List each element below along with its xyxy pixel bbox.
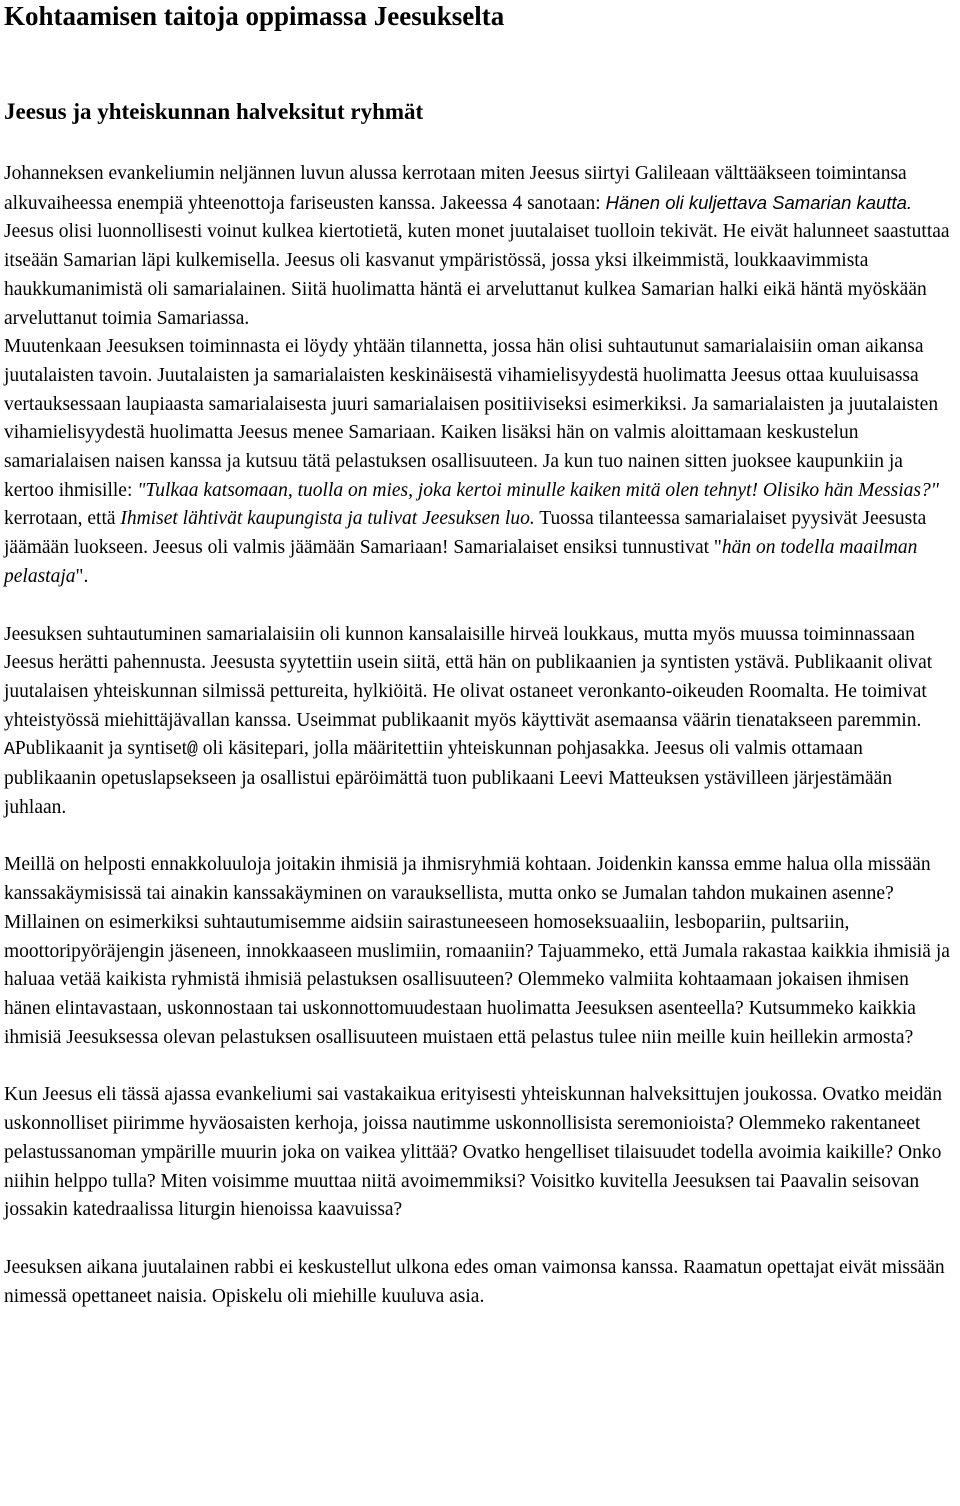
p1-quote-3: Ihmiset lähtivät kaupungista ja tulivat Jeesuksen luo. (120, 508, 535, 530)
p1-quote-4: hän on todella maailman pelastaja (4, 537, 918, 587)
p1-text-5: Tuossa tilanteessa samarialaiset pyysivät Jeesusta jäämään luokseen. Jeesus oli valmis jäämään Samariaan! Samarialaiset ensiksi tunnustivat " (4, 508, 927, 559)
paragraph-1 (4, 160, 956, 592)
p1-text-4: kerrotaan, että (4, 508, 121, 530)
paragraph-4: Kun Jeesus eli tässä ajassa evankeliumi sai vastakaikua erityisesti yhteiskunnan halveksittujen joukossa. Ovatko meidän uskonnolliset piirimme hyväosaisten kerhoja, joissa nautimme uskonnollisista seremonioista? Olemmeko rakentaneet pelastussanoman ympärille muurin joka on vaikea ylittää? Ovatko hengelliset tilaisuudet todella avoimia kaikille? Onko niihin helppo tulla? Miten voisimme muuttaa niitä avoimemmiksi? Voisitko kuvitella Jeesuksen tai Paavalin seisovan jossakin katedraalissa liturgin hienoissa kaavuissa? (4, 1084, 942, 1221)
p1-text-6: ". (75, 565, 89, 587)
paragraph-3: Meillä on helposti ennakkoluuloja joitakin ihmisiä ja ihmisryhmiä kohtaan. Joidenkin kanssa emme halua olla missään kanssakäymisissä tai ainakin kanssakäyminen on varauksellista, mutta onko se Jumalan tahdon mukainen asenne? Millainen on esimerkiksi suhtautumisemme aidsiin sairastuneeseen homoseksuaaliin, lesbopariin, pultsariin, moottoripyöräjengin jäseneen, innokkaaseen muslimiin, romaaniin? Tajuammeko, että Jumala rakastaa kaikkia ihmisiä ja haluaa vetää kaikista ryhmistä ihmisiä pelastuksen osallisuuteen? Olemmeko valmiita kohtaamaan jokaisen ihmisen hänen elintavastaan, uskonnostaan tai uskonnottomuudestaan huolimatta Jeesuksen asenteella? Kutsummeko kaikkia ihmisiä Jeesuksessa olevan pelastuksen osallisuuteen muistaen että pelastus tulee niin meille kuin heillekin armosta? (4, 854, 950, 1048)
p2-text-1: Jeesuksen suhtautuminen samarialaisiin oli kunnon kansalaisille hirveä loukkaus, mutta myös muussa toiminnassaan Jeesus herätti pahennusta. Jeesusta syytettiin usein siitä, että hän on publikaanien ja syntisten ystävä. Publikaanit olivat juutalaisen yhteiskunnan silmissä pettureita, hylkiöitä. He olivat ostaneet veronkanto-oikeuden Roomalta. He toimivat yhteistyössä miehittäjävallan kanssa. Useimmat publikaanit myös käyttivät asemaansa väärin tienatakseen paremmin. (4, 623, 933, 731)
p2-open-quote-glyph: A (4, 740, 15, 761)
p1-quote-1: Hänen oli kuljettava Samarian kautta. (605, 191, 913, 213)
section-heading: Jeesus ja yhteiskunnan halveksitut ryhmät (4, 99, 424, 124)
p2-text-2: Publikaanit ja syntiset (14, 738, 188, 760)
p1-text-2: Jeesus olisi luonnollisesti voinut kulkea kiertotietä, kuten monet juutalaiset tuolloin tekivät. He eivät halunneet saastuttaa itseään Samarian läpi kulkemisella. Jeesus oli kasvanut ympäristössä, jossa yksi ilkeimmistä, loukkaavimmista haukkumanimistä oli samarialainen. Siitä huolimatta häntä ei arveluttanut kulkea Samarian halki eikä häntä myöskään arveluttanut toimia Samariassa. (4, 221, 950, 329)
p2-close-quote-glyph: @ (187, 740, 198, 761)
paragraph-5: Jeesuksen aikana juutalainen rabbi ei keskustellut ulkona edes oman vaimonsa kanssa. Raamatun opettajat eivät missään nimessä opettaneet naisia. Opiskelu oli miehille kuuluva asia. (4, 1256, 945, 1307)
paragraph-2 (4, 621, 956, 823)
p2-text-3: oli käsitepari, jolla määritettiin yhteiskunnan pohjasakka. Jeesus oli valmis ottamaan publikaanin opetuslapsekseen ja osallistui epäröimättä tuon publikaani Leevi Matteuksen ystävilleen järjestämään juhlaan. (4, 738, 893, 818)
p1-quote-2: "Tulkaa katsomaan, tuolla on mies, joka kertoi minulle kaiken mitä olen tehnyt! Olisiko hän Messias?" (137, 479, 939, 501)
document-title: Kohtaamisen taitoja oppimassa Jeesukselta (4, 1, 505, 31)
p1-text-1: Johanneksen evankeliumin neljännen luvun alussa kerrotaan miten Jeesus siirtyi Galileaan välttääkseen toimintansa alkuvaiheessa enempiä yhteenottoja fariseusten kanssa. Jakeessa 4 sanotaan: (4, 163, 907, 214)
p1-text-3: Muutenkaan Jeesuksen toiminnasta ei löydy yhtään tilannetta, jossa hän olisi suhtautunut samarialaisiin oman aikansa juutalaisten tavoin. Juutalaisten ja samarialaisten keskinäisestä vihamielisyydestä huolimatta Jeesus ottaa kuuluisassa vertauksessaan laupiaasta samarialaisesta juuri samarialaisen positiiviseksi esimerkiksi. Ja samarialaisten ja juutalaisten vihamielisyydestä huolimatta Jeesus menee Samariaan. Kaiken lisäksi hän on valmis aloittamaan keskustelun samarialaisen naisen kanssa ja kutsuu tätä pelastuksen osallisuuteen. Ja kun tuo nainen sitten juoksee kaupunkiin ja kertoo ihmisille: (4, 336, 939, 501)
